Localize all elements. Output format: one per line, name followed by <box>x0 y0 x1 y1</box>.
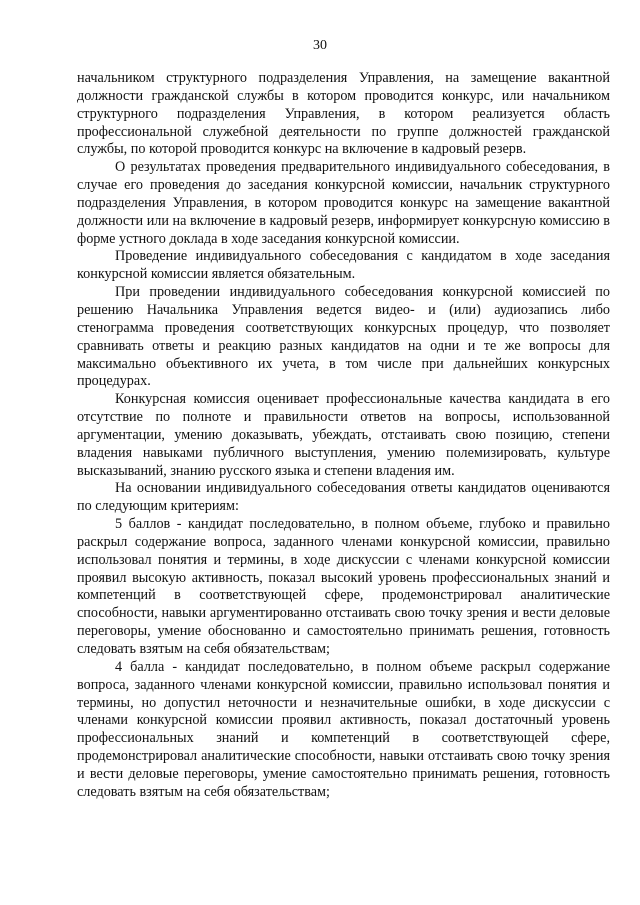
paragraph: начальником структурного подразделения Управления, на замещение вакантной должности гражданской службы в котором проводится конкурс, или начальником структурного подразделения Управления, в котором реализуется область профессиональной служебной деятельности по группе должностей гражданской службы, по которой проводится конкурс на включение в кадровый резерв. <box>77 70 610 158</box>
paragraph: На основании индивидуального собеседования ответы кандидатов оцениваются по следующим критериям: <box>77 480 610 515</box>
page-number: 30 <box>313 38 327 53</box>
paragraph: При проведении индивидуального собеседования конкурсной комиссией по решению Начальника Управления ведется видео- и (или) аудиозапись либо стенограмма проведения соответствующих конкурсных процедур, что позволяет сравнивать ответы и реакцию разных кандидатов на одни и те же вопросы для максимально объективного их учета, в том числе при дальнейших конкурсных процедурах. <box>77 284 610 390</box>
paragraph: Проведение индивидуального собеседования с кандидатом в ходе заседания конкурсной комиссии является обязательным. <box>77 248 610 283</box>
document-body <box>77 70 610 802</box>
criterion-4-points: 4 балла - кандидат последовательно, в полном объеме раскрыл содержание вопроса, заданного членами конкурсной комиссии, правильно использовал понятия и термины, но допустил неточности и незначительные ошибки, в ходе дискуссии с членами конкурсной комиссии проявил активность, показал достаточный уровень профессиональных знаний и компетенций в соответствующей сфере, продемонстрировал аналитические способности, навыки отстаивать свою точку зрения и вести деловые переговоры, умение самостоятельно принимать решения, готовность следовать взятым на себя обязательствам; <box>77 658 610 800</box>
criterion-5-points: 5 баллов - кандидат последовательно, в полном объеме, глубоко и правильно раскрыл содержание вопроса, заданного членами конкурсной комиссии, правильно использовал понятия и термины, в ходе дискуссии с членами конкурсной комиссии проявил высокую активность, показал высокий уровень профессиональных знаний и компетенций в соответствующей сфере, продемонстрировал аналитические способности, навыки аргументированно отстаивать свою точку зрения и вести деловые переговоры, умение обоснованно и самостоятельно принимать решения, готовность следовать взятым на себя обязательствам; <box>77 516 610 657</box>
paragraph: Конкурсная комиссия оценивает профессиональные качества кандидата в его отсутствие по полноте и правильности ответов на вопросы, использованной аргументации, умению доказывать, убеждать, отстаивать свою позицию, степени владения навыками публичного выступления, умению полемизировать, культуре высказываний, знанию русского языка и степени владения им. <box>77 391 610 479</box>
paragraph: О результатах проведения предварительного индивидуального собеседования, в случае его проведения до заседания конкурсной комиссии, начальник структурного подразделения Управления, в котором проводится конкурс на замещение вакантной должности или на включение в кадровый резерв, информирует конкурсную комиссию в форме устного доклада в ходе заседания конкурсной комиссии. <box>77 159 610 247</box>
